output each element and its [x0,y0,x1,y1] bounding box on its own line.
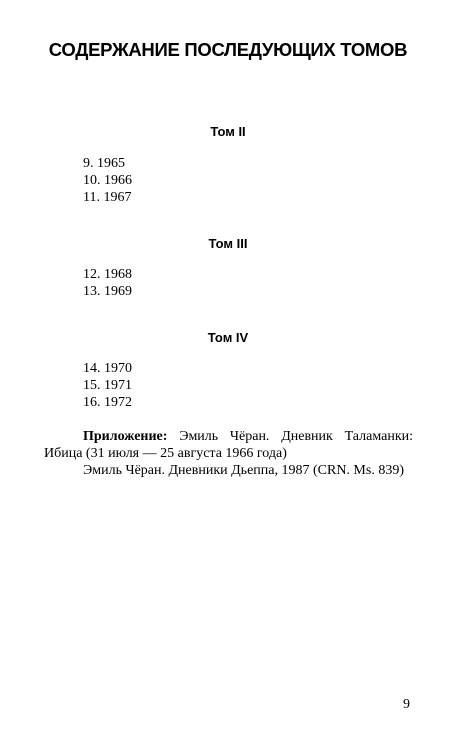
toc-entry: 16. 1972 [83,395,132,410]
page-number: 9 [403,697,410,712]
appendix-second-line: Эмиль Чёран. Дневники Дьеппа, 1987 (CRN. Ms. 839) [83,463,404,478]
toc-entry: 11. 1967 [83,190,132,205]
toc-entry: 9. 1965 [83,156,125,171]
volume-heading-3: Том III [208,236,248,251]
toc-entry: 14. 1970 [83,361,132,376]
appendix [44,428,413,479]
appendix-text: Эмиль Чёран. Дневник Таламанки: Ибица (31 июля — 25 августа 1966 года) [44,429,413,461]
toc-entry: 12. 1968 [83,267,132,282]
page-title: СОДЕРЖАНИЕ ПОСЛЕДУЮЩИХ ТОМОВ [48,39,408,60]
volume-4-entries [83,360,132,411]
toc-entry: 15. 1971 [83,378,132,393]
appendix-label: Приложение: [83,429,168,444]
volume-2-entries [83,155,132,206]
volume-heading-2: Том II [210,124,246,139]
toc-entry: 10. 1966 [83,173,132,188]
volume-heading-4: Том IV [207,330,249,345]
volume-3-entries [83,266,132,300]
toc-entry: 13. 1969 [83,284,132,299]
appendix-paragraph [44,428,413,462]
